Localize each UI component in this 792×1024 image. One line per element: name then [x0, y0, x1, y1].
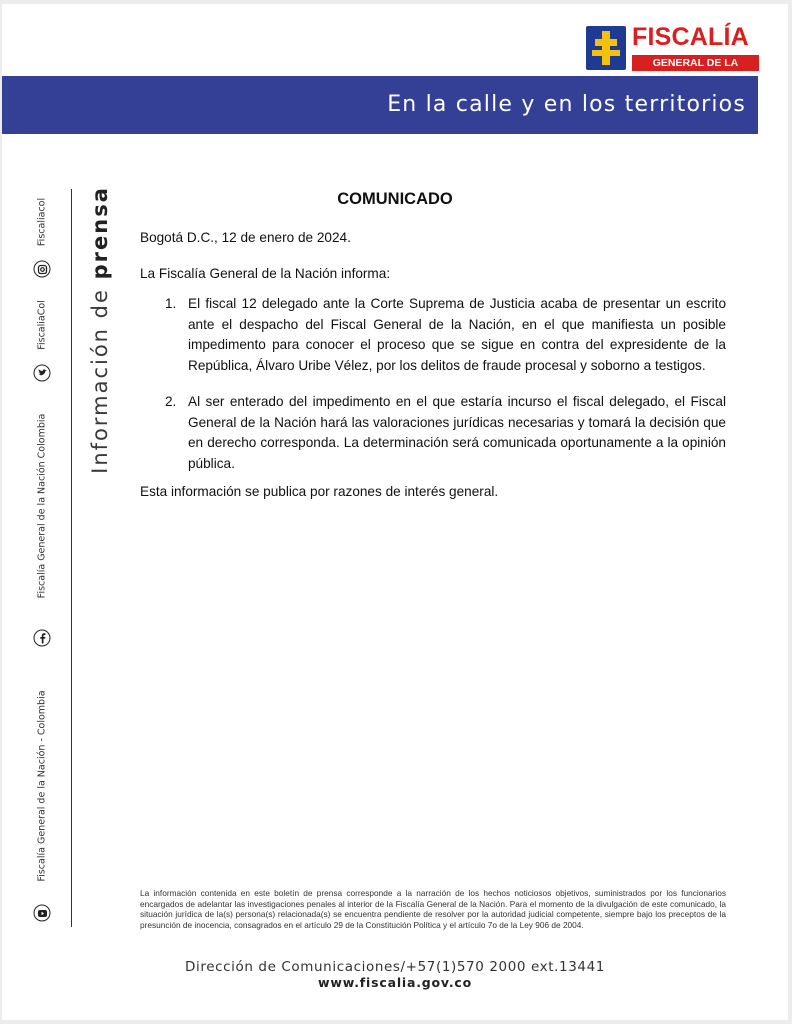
banner-slogan: En la calle y en los territorios [387, 92, 746, 117]
statement-list [140, 294, 726, 490]
list-item-text: Al ser enterado del impedimento en el que estaría incurso el fiscal delegado, el Fiscal General de la Nación hará las valoraciones jurídicas necesarias y tomará la decisión que en derecho corresponda. La determinación será comunicada oportunamente a la opinión pública. [188, 394, 726, 471]
youtube-channel: Fiscalía General de la Nación - Colombia [36, 690, 48, 882]
closing-line: Esta información se publica por razones de interés general. [140, 484, 499, 499]
press-info-label [88, 186, 112, 474]
instagram-icon [34, 261, 51, 278]
legal-disclaimer: La información contenida en este boletín de prensa corresponde a la narración de los hechos noticiosos objetivos, suministrados por los funcionarios encargados de adelantar las investigaciones penales al interior de la Fiscalía General de la Nación. Para el momento de la divulgación de este comunicado, la situación jurídica de la(s) persona(s) relacionada(s) se encuentra pendiente de resolver por la autoridad judicial competente, siempre bajo los preceptos de la presunción de inocencia, consagrados en el artículo 29 de la Constitución Política y el artículo 7o de la Ley 906 de 2004. [140, 888, 726, 930]
header-banner [2, 76, 758, 134]
press-info-label-light: Información de [88, 279, 112, 474]
contact-line: Dirección de Comunicaciones/+57(1)570 2000 ext.13441 [185, 959, 605, 975]
list-item [140, 392, 726, 474]
facebook-page: Fiscalía General de la Nación Colombia [36, 413, 48, 599]
twitter-handle: FiscaliaCol [36, 300, 48, 350]
list-item-number: 1. [165, 296, 177, 311]
document-title: COMUNICADO [337, 190, 453, 208]
press-info-label-bold: prensa [88, 186, 112, 280]
website-link[interactable]: www.fiscalia.gov.co [318, 975, 472, 990]
list-item [140, 294, 726, 376]
fiscalia-logo [586, 24, 761, 74]
logo-title: FISCALÍA [632, 23, 749, 51]
shield-icon [586, 26, 626, 70]
facebook-icon [34, 630, 51, 647]
press-release-page [2, 4, 788, 1020]
intro-line: La Fiscalía General de la Nación informa: [140, 266, 391, 281]
logo-subtitle: GENERAL DE LA [632, 55, 759, 71]
instagram-handle: Fiscaliacol [36, 197, 48, 247]
list-item-number: 2. [165, 394, 177, 409]
youtube-icon [34, 905, 51, 922]
list-item-text: El fiscal 12 delegado ante la Corte Suprema de Justicia acaba de presentar un escrito ante el despacho del Fiscal General de la Nación, en el que manifiesta un posible impedimento para conocer el proceso que se sigue en contra del expresidente de la República, Álvaro Uribe Vélez, por los delitos de fraude procesal y soborno a testigos. [188, 296, 726, 373]
date-line: Bogotá D.C., 12 de enero de 2024. [140, 230, 351, 245]
twitter-icon [34, 365, 51, 382]
side-divider [71, 189, 72, 927]
